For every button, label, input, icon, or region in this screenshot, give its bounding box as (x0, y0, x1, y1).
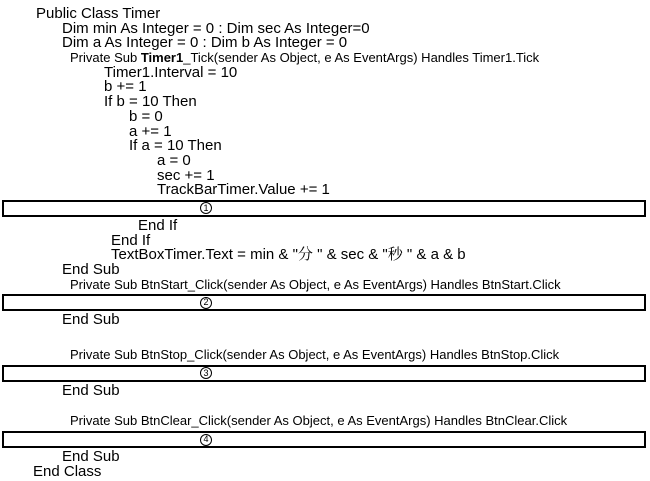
code-line-trackbar: TrackBarTimer.Value += 1 (157, 181, 330, 199)
answer-box-1 (2, 200, 646, 217)
circled-number-1-digit: 1 (203, 202, 209, 213)
code-line-end-sub-1: End Sub (62, 261, 120, 278)
code-line-a-increment: a += 1 (129, 122, 172, 140)
code-line-interval: Timer1.Interval = 10 (104, 63, 238, 81)
circled-number-2-digit: 2 (203, 297, 209, 308)
code-line-btn-start-sub: Private Sub BtnStart_Click(sender As Object, e As EventArgs) Handles BtnStart.Click (70, 276, 561, 292)
code-line-end-if-inner: End If (138, 216, 178, 234)
answer-box-2 (2, 294, 646, 311)
answer-box-3 (2, 365, 646, 382)
circled-number-4-digit: 4 (203, 434, 209, 445)
code-line-end-sub-4: End Sub (62, 448, 120, 466)
timer-tick-suffix: _Tick(sender As Object, e As EventArgs) Handles Timer1.Tick (183, 50, 540, 66)
code-line-b-reset: b = 0 (129, 107, 163, 125)
timer-tick-bold-name: Timer1 (140, 50, 184, 66)
code-line-dim-a-b: Dim a As Integer = 0 : Dim b As Integer = 0 (62, 34, 348, 52)
code-line-textbox-update: TextBoxTimer.Text = min & "分 " & sec & "秒 " & a & b (111, 246, 466, 264)
circled-number-2-icon (200, 297, 212, 309)
circled-number-1-icon (200, 202, 212, 214)
code-line-end-sub-2: End Sub (62, 311, 120, 329)
blank-line (0, 398, 650, 414)
circled-number-4-icon (200, 434, 212, 446)
code-line-sec-increment: sec += 1 (157, 166, 215, 184)
code-line-dim-min-sec: Dim min As Integer = 0 : Dim sec As Integer=0 (62, 19, 370, 37)
timer-tick-prefix: Private Sub (70, 50, 141, 66)
code-line-if-b: If b = 10 Then (104, 93, 197, 111)
code-line-class-open: Public Class Timer (36, 5, 161, 22)
code-line-btn-clear-sub: Private Sub BtnClear_Click(sender As Object, e As EventArgs) Handles BtnClear.Click (70, 413, 568, 429)
code-line-end-if-outer: End If (111, 231, 151, 249)
blank-line (0, 328, 650, 348)
code-line-end-sub-3: End Sub (62, 381, 120, 399)
circled-number-3-digit: 3 (203, 367, 209, 378)
code-line-end-class: End Class (33, 462, 102, 480)
code-line-if-a: If a = 10 Then (129, 137, 222, 155)
code-line-b-increment: b += 1 (104, 78, 147, 96)
code-line-btn-stop-sub: Private Sub BtnStop_Click(sender As Object, e As EventArgs) Handles BtnStop.Click (70, 347, 560, 363)
code-line-a-reset: a = 0 (157, 151, 191, 169)
answer-box-4 (2, 431, 646, 448)
circled-number-3-icon (200, 367, 212, 379)
